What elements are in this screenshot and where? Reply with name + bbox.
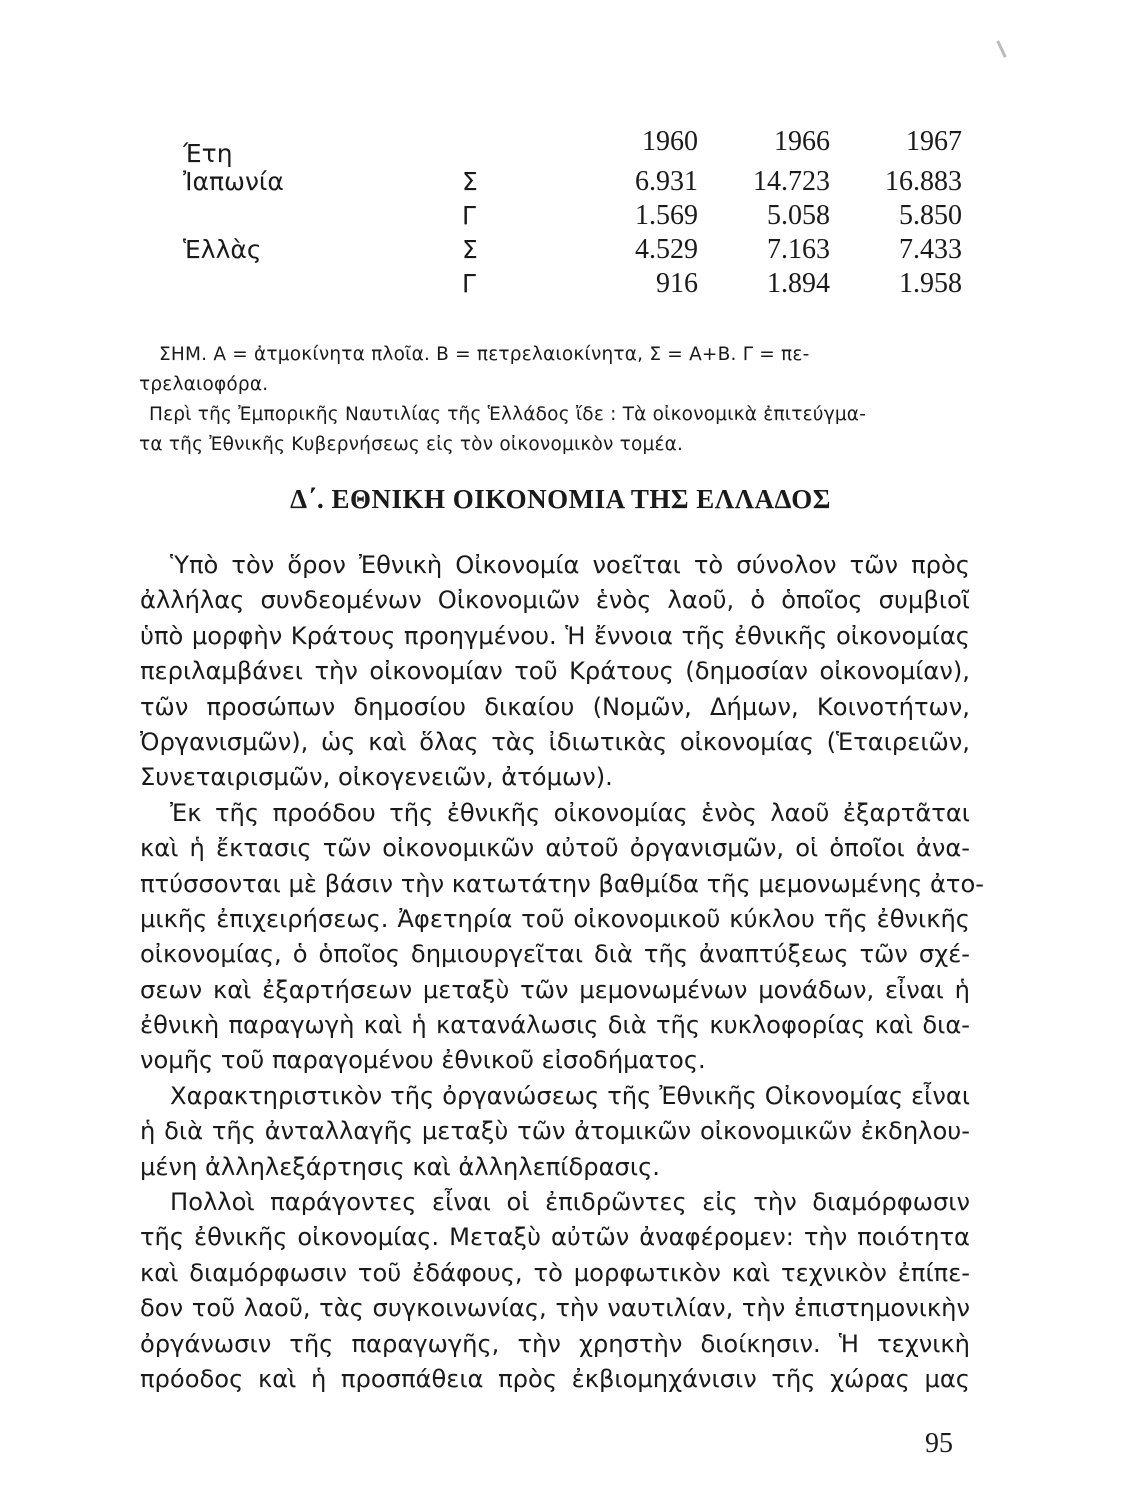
text-line: Χαρακτηριστικὸν τῆς ὀργανώσεως τῆς Ἐθνικῆς Οἰκονομίας εἶναι xyxy=(170,1081,970,1110)
note-line: ΣΗΜ. Α = ἀτμοκίνητα πλοῖα. Β = πετρελαιοκίνητα, Σ = Α+Β. Γ = πε- xyxy=(159,344,810,365)
table-cell: 6.931 xyxy=(635,166,698,197)
table-cell: 1.569 xyxy=(635,200,698,231)
text-line: πρόοδος καὶ ἡ προσπάθεια πρὸς ἐκβιομηχάνισιν τῆς χώρας μας xyxy=(140,1364,970,1393)
note-line: τρελαιοφόρα. xyxy=(139,374,269,395)
year-1966: 1966 xyxy=(774,126,830,157)
text-line: τῶν προσώπων δημοσίου δικαίου (Νομῶν, Δήμων, Κοινοτήτων, xyxy=(140,692,970,721)
body-text xyxy=(140,548,985,1397)
text-line: καὶ ἡ ἔκτασις τῶν οἰκονομικῶν αὐτοῦ ὀργανισμῶν, οἱ ὁποῖοι ἀνα- xyxy=(140,834,970,863)
table-row xyxy=(0,264,1121,304)
text-line: Συνεταιρισμῶν, οἰκογενειῶν, ἀτόμων). xyxy=(140,763,613,792)
text-line: σεων καὶ ἐξαρτήσεων μεταξὺ τῶν μεμονωμένων μονάδων, εἶναι ἡ xyxy=(140,975,970,1004)
country-label: Ἰαπωνία xyxy=(183,167,284,196)
table-cell: 5.058 xyxy=(767,200,830,231)
page-number: 95 xyxy=(925,1428,953,1459)
row-symbol: Γ xyxy=(462,269,476,298)
table-cell: 7.163 xyxy=(767,234,830,265)
table-cell: 7.433 xyxy=(899,234,962,265)
text-line: ἡ διὰ τῆς ἀνταλλαγῆς μεταξὺ τῶν ἀτομικῶν οἰκονομικῶν ἐκδηλου- xyxy=(140,1117,970,1146)
table-header-row xyxy=(0,122,1121,168)
row-symbol: Γ xyxy=(462,201,476,230)
text-line: νομῆς τοῦ παραγομένου ἐθνικοῦ εἰσοδήματος. xyxy=(140,1046,706,1075)
text-line: Ὀργανισμῶν), ὡς καὶ ὅλας τὰς ἰδιωτικὰς οἰκονομίας (Ἑταιρειῶν, xyxy=(140,727,970,756)
text-line: περιλαμβάνει τὴν οἰκονομίαν τοῦ Κράτους (δημοσίαν οἰκονομίαν), xyxy=(140,657,970,686)
text-line: ἀλλήλας συνδεομένων Οἰκονομιῶν ἑνὸς λαοῦ, ὁ ὁποῖος συμβιοῖ xyxy=(140,586,970,615)
text-line: Ἐκ τῆς προόδου τῆς ἐθνικῆς οἰκονομίας ἑνὸς λαοῦ ἐξαρτᾶται xyxy=(170,798,970,827)
table-header-label: Έτη xyxy=(183,139,233,168)
table-cell: 4.529 xyxy=(635,234,698,265)
table-cell: 1.894 xyxy=(767,268,830,299)
text-line: μένη ἀλληλεξάρτησις καὶ ἀλληλεπίδρασις. xyxy=(140,1152,660,1181)
row-symbol: Σ xyxy=(462,235,478,264)
text-line: μικῆς ἐπιχειρήσεως. Ἀφετηρία τοῦ οἰκονομικοῦ κύκλου τῆς ἐθνικῆς xyxy=(140,904,970,933)
text-line: καὶ διαμόρφωσιν τοῦ ἐδάφους, τὸ μορφωτικὸν καὶ τεχνικὸν ἐπίπε- xyxy=(140,1258,970,1287)
table-cell: 916 xyxy=(656,268,698,299)
table-cell: 1.958 xyxy=(899,268,962,299)
text-line: δον τοῦ λαοῦ, τὰς συγκοινωνίας, τὴν ναυτιλίαν, τὴν ἐπιστημονικὴν xyxy=(140,1294,970,1323)
table-cell: 5.850 xyxy=(899,200,962,231)
table-cell: 16.883 xyxy=(885,166,962,197)
scan-speck xyxy=(996,40,1006,58)
text-line: οἰκονομίας, ὁ ὁποῖος δημιουργεῖται διὰ τῆς ἀναπτύξεως τῶν σχέ- xyxy=(140,940,970,969)
year-1960: 1960 xyxy=(642,126,698,157)
text-line: Πολλοὶ παράγοντες εἶναι οἱ ἐπιδρῶντες εἰς τὴν διαμόρφωσιν xyxy=(170,1188,970,1217)
country-label: Ἑλλὰς xyxy=(183,235,262,264)
table-cell: 14.723 xyxy=(753,166,830,197)
text-line: πτύσσονται μὲ βάσιν τὴν κατωτάτην βαθμίδα τῆς μεμονωμένης ἀτο- xyxy=(140,869,985,898)
note-line: τα τῆς Ἐθνικῆς Κυβερνήσεως εἰς τὸν οἰκονομικὸν τομέα. xyxy=(139,434,684,455)
row-symbol: Σ xyxy=(462,167,478,196)
text-line: τῆς ἐθνικῆς οἰκονομίας. Μεταξὺ αὐτῶν ἀναφέρομεν: τὴν ποιότητα xyxy=(140,1223,970,1252)
note-line: Περὶ τῆς Ἐμπορικῆς Ναυτιλίας τῆς Ἑλλάδος ἴδε : Τὰ οἰκονομικὰ ἐπιτεύγμα- xyxy=(149,404,867,425)
text-line: ὑπὸ μορφὴν Κράτους προηγμένου. Ἡ ἔννοια τῆς ἐθνικῆς οἰκονομίας xyxy=(140,621,970,650)
year-1967: 1967 xyxy=(906,126,962,157)
text-line: ἐθνικὴ παραγωγὴ καὶ ἡ κατανάλωσις διὰ τῆς κυκλοφορίας καὶ δια- xyxy=(140,1011,970,1040)
section-heading: Δ΄. ΕΘΝΙΚΗ ΟΙΚΟΝΟΜΙΑ ΤΗΣ ΕΛΛΑΔΟΣ xyxy=(290,484,831,514)
table-note xyxy=(139,340,979,460)
text-line: Ὑπὸ τὸν ὅρον Ἐθνικὴ Οἰκονομία νοεῖται τὸ σύνολον τῶν πρὸς xyxy=(170,551,970,579)
text-line: ὀργάνωσιν τῆς παραγωγῆς, τὴν χρηστὴν διοίκησιν. Ἡ τεχνικὴ xyxy=(140,1329,970,1358)
